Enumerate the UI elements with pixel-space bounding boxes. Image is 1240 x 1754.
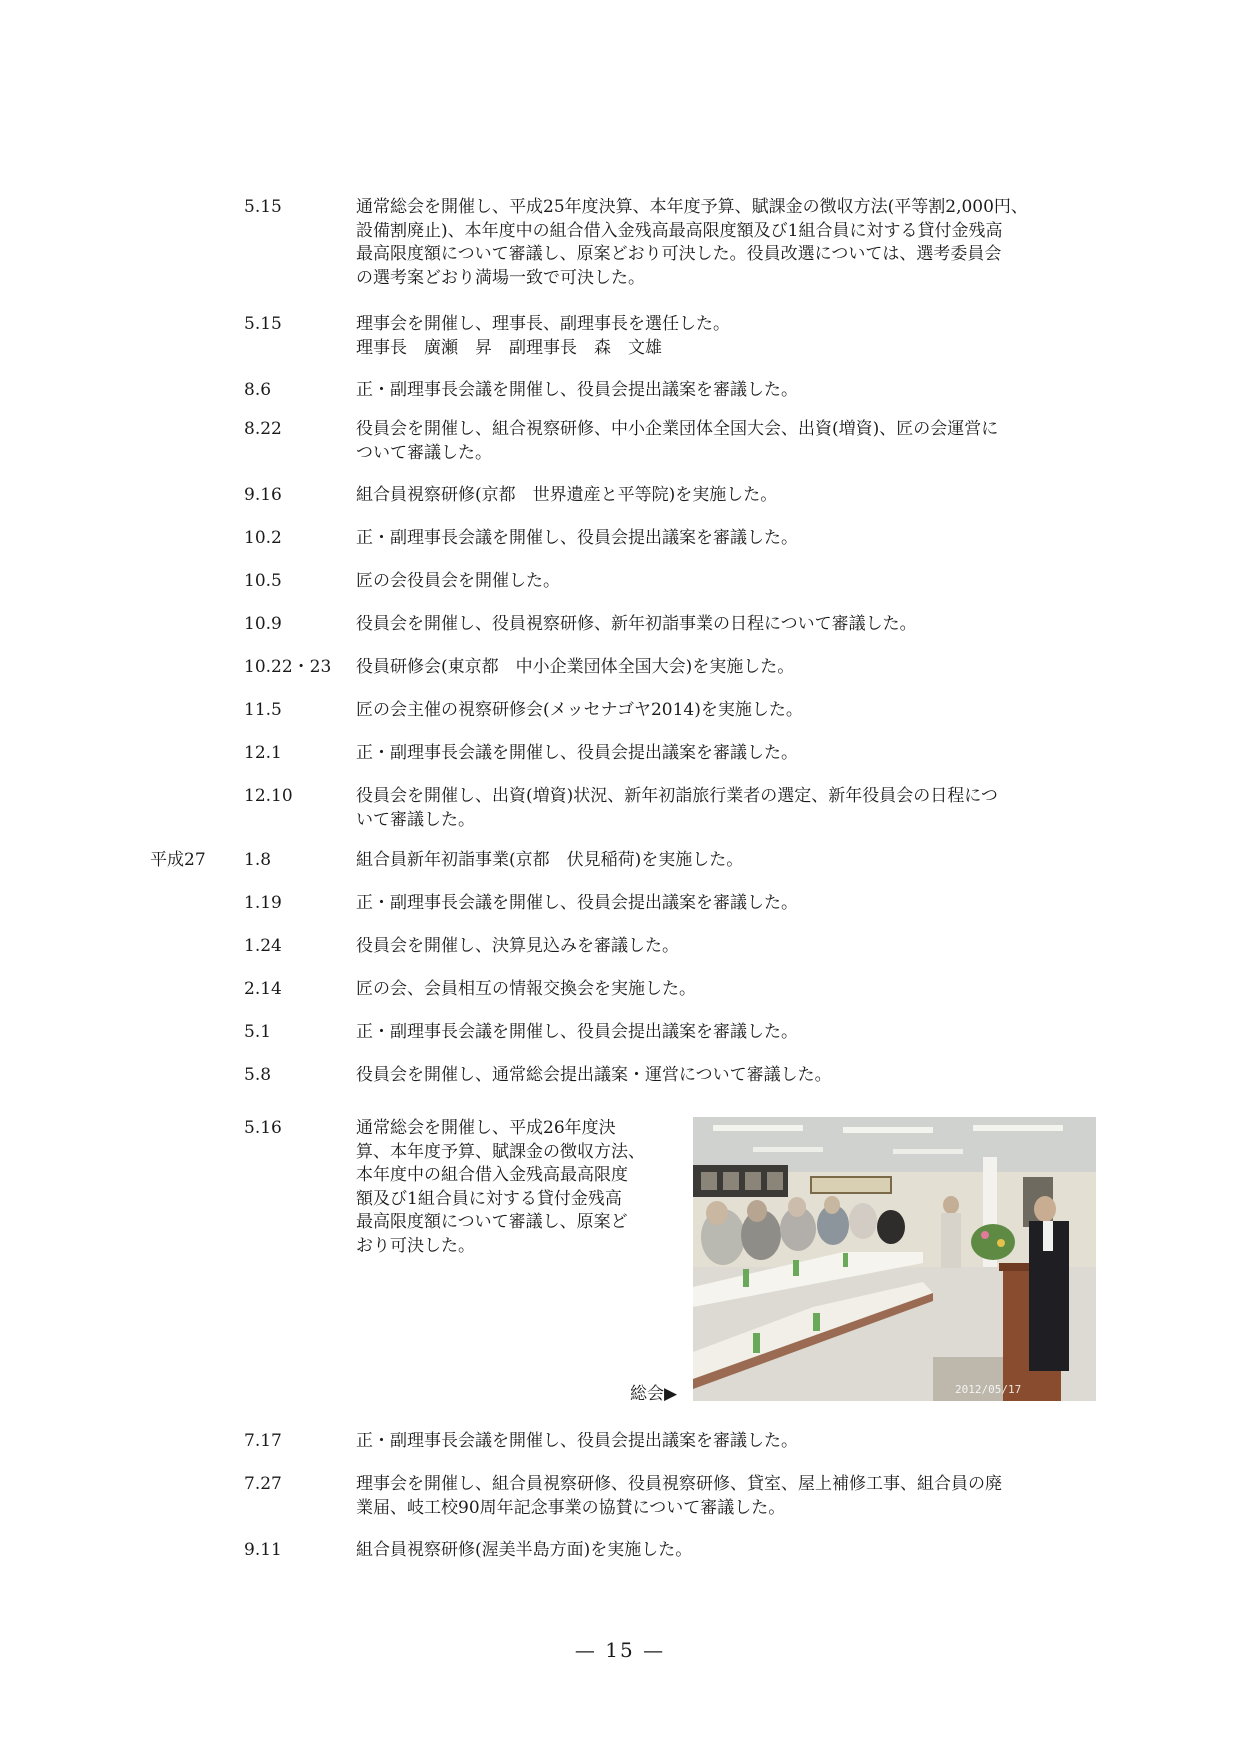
photo-date-stamp: 2012/05/17 [955, 1383, 1022, 1396]
entry-date: 7.17 [244, 1431, 282, 1451]
entry-text: 正・副理事長会議を開催し、役員会提出議案を審議した。 [356, 743, 798, 763]
entry-date: 2.14 [244, 979, 282, 999]
entry-text: 組合員視察研修(渥美半島方面)を実施した。 [356, 1540, 693, 1560]
entry-text: 役員研修会(東京都 中小企業団体全国大会)を実施した。 [356, 657, 795, 677]
entry-text: 正・副理事長会議を開催し、役員会提出議案を審議した。 [356, 1431, 798, 1451]
entry-text: 理事会を開催し、理事長、副理事長を選任した。 理事長 廣瀬 昇 副理事長 森 文雄 [356, 314, 730, 358]
entry-text: 役員会を開催し、決算見込みを審議した。 [356, 936, 679, 956]
entry-date: 7.27 [244, 1474, 282, 1494]
entry-date: 10.22・23 [244, 657, 332, 677]
general-meeting-entry [0, 1117, 1240, 1407]
entry-date: 5.1 [244, 1022, 272, 1042]
entry-date: 1.24 [244, 936, 282, 956]
entry-date: 12.1 [244, 743, 282, 763]
entry-date: 1.8 [244, 850, 272, 870]
entry-text: 通常総会を開催し、平成26年度決 算、本年度予算、賦課金の徴収方法、 本年度中の組合借入金残高最高限度 額及び1組合員に対する貸付金残高 最高限度額について審議し、原案ど おり可決した。 [356, 1118, 645, 1256]
entry-text: 通常総会を開催し、平成25年度決算、本年度予算、賦課金の徴収方法(平等割2,000円、 設備割廃止)、本年度中の組合借入金残高最高限度額及び1組合員に対する貸付金残高 最高限度額について審議し、原案どおり可決した。役員改選については、選考委員会 の選考案どおり満場一致で可決した。 [356, 197, 1028, 288]
entry-date: 10.9 [244, 614, 282, 634]
entry-text: 匠の会役員会を開催した。 [356, 571, 560, 591]
entry-text: 正・副理事長会議を開催し、役員会提出議案を審議した。 [356, 528, 798, 548]
entry-text: 理事会を開催し、組合員視察研修、役員視察研修、貸室、屋上補修工事、組合員の廃 業届、岐工校90周年記念事業の協賛について審議した。 [356, 1474, 1002, 1518]
photo-caption: 総会▶ [630, 1384, 678, 1404]
entry-text: 組合員視察研修(京都 世界遺産と平等院)を実施した。 [356, 485, 778, 505]
page-number: — 15 — [574, 1638, 666, 1662]
entry-date: 8.6 [244, 380, 272, 400]
entry-text: 正・副理事長会議を開催し、役員会提出議案を審議した。 [356, 1022, 798, 1042]
entry-date: 10.2 [244, 528, 282, 548]
entry-text: 役員会を開催し、役員視察研修、新年初詣事業の日程について審議した。 [356, 614, 917, 634]
era-label: 平成27 [150, 850, 206, 870]
entry-date: 5.8 [244, 1065, 272, 1085]
entry-date: 9.11 [244, 1540, 282, 1560]
entry-date: 5.15 [244, 314, 282, 334]
entry-text: 正・副理事長会議を開催し、役員会提出議案を審議した。 [356, 380, 798, 400]
entry-date: 8.22 [244, 419, 282, 439]
entry-text: 組合員新年初詣事業(京都 伏見稲荷)を実施した。 [356, 850, 744, 870]
meeting-photo [693, 1117, 1096, 1401]
entry-date: 10.5 [244, 571, 282, 591]
entry-date: 5.16 [244, 1118, 282, 1138]
entry-date: 1.19 [244, 893, 282, 913]
entry-date: 9.16 [244, 485, 282, 505]
entry-date: 12.10 [244, 786, 293, 806]
entry-text: 正・副理事長会議を開催し、役員会提出議案を審議した。 [356, 893, 798, 913]
entry-text: 匠の会、会員相互の情報交換会を実施した。 [356, 979, 696, 999]
entry-date: 11.5 [244, 700, 282, 720]
entry-date: 5.15 [244, 197, 282, 217]
entry-text: 役員会を開催し、組合視察研修、中小企業団体全国大会、出資(増資)、匠の会運営に ついて審議した。 [356, 419, 999, 463]
entry-text: 匠の会主催の視察研修会(メッセナゴヤ2014)を実施した。 [356, 700, 803, 720]
entry-text: 役員会を開催し、出資(増資)状況、新年初詣旅行業者の選定、新年役員会の日程につ いて審議した。 [356, 786, 998, 830]
entry-text: 役員会を開催し、通常総会提出議案・運営について審議した。 [356, 1065, 832, 1085]
